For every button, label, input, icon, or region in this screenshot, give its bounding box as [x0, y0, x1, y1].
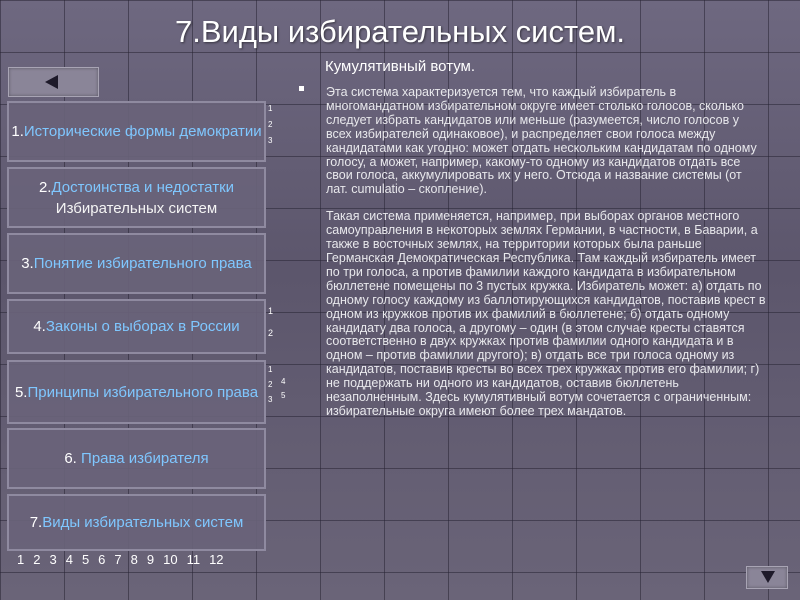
nav-item-label: 1.Исторические формы демократии	[11, 123, 262, 140]
forward-button[interactable]	[746, 566, 788, 589]
content-paragraph: Такая система применяется, например, при выборах органов местного самоуправления в некоторых землях Германии, в частности, в Баварии, а также в восточных землях, на территории которых была раньше Германская Демократическая Республика. Там каждый избиратель имеет по три голоса, а против фамилии каждого кандидата в избирательном бюллетене помещены по 3 пустых кружка. Избиратель может: а) отдать по одному голосу каждому из баллотирующихся кандидатов, поставив крест в одном из кружков против их фамилий в бюллетене; б) отдать одному кандидату два голоса, а другому – один (в этом случае кресты ставятся соответственно в двух кружках против фамилии одного кандидата и в одном – против фамилии другого); в) отдать все три голоса одному из кандидатов, поставив кресты во всех трех кружках против его фамилии; г) не поддержать ни одного из кандидатов, оставив бюллетень незаполненным. Здесь кумулятивный вотум сочетается с ограниченным: избирательные округа имеют более трех мандатов.	[326, 209, 766, 418]
nav-item-label: 3.Понятие избирательного права	[21, 255, 252, 272]
side-number[interactable]: 4	[281, 377, 286, 386]
page-link[interactable]: 8	[130, 552, 138, 567]
page-link[interactable]: 4	[65, 552, 73, 567]
side-number[interactable]: 2	[268, 120, 273, 129]
nav-item-3[interactable]	[7, 233, 266, 294]
slide-subtitle: Кумулятивный вотум.	[324, 58, 476, 75]
nav-item-5[interactable]	[7, 360, 266, 424]
nav-item-2[interactable]	[7, 167, 266, 228]
page-link[interactable]: 10	[163, 552, 178, 567]
nav-item-label: 5.Принципы избирательного права	[14, 383, 259, 401]
nav-item-label: 4.Законы о выборах в России	[33, 318, 240, 335]
nav-item-6[interactable]	[7, 428, 266, 489]
side-number[interactable]: 3	[268, 136, 273, 145]
side-number[interactable]: 2	[268, 380, 273, 389]
side-number[interactable]: 2	[268, 328, 274, 338]
nav-item-label: 6. Права избирателя	[64, 450, 209, 467]
nav-item-7[interactable]	[7, 494, 266, 551]
page-link[interactable]: 3	[49, 552, 57, 567]
nav-item-label: 2.Достоинства и недостатки Избирательных систем	[38, 178, 235, 217]
side-number[interactable]: 3	[268, 395, 273, 404]
page-link[interactable]: 9	[146, 552, 155, 567]
slide-title: 7.Виды избирательных систем.	[174, 14, 626, 49]
side-number[interactable]: 1	[268, 104, 273, 113]
page-numbers	[17, 552, 233, 567]
page-link[interactable]: 12	[209, 552, 224, 567]
content-paragraph: Эта система характеризуется тем, что каждый избиратель в многомандатном избирательном округе имеет столько голосов, сколько следует избрать кандидатов или меньше (разумеется, число голосов у всех избирателей одинаковое), и распределяет свои голоса между кандидатами как угодно: может отдать нескольким кандидатам по одному голосу, а может, например, какому-то одному из кандидатов отдать все свои голоса, аккумулировать их у него. Отсюда и название системы (от лат. cumulatio – скопление).	[326, 85, 757, 197]
back-arrow-icon	[45, 75, 58, 89]
side-number[interactable]: 1	[268, 306, 274, 316]
nav-item-label: 7.Виды избирательных систем	[29, 514, 244, 531]
bullet-icon	[299, 86, 304, 91]
back-button[interactable]	[8, 67, 99, 97]
nav-item-1[interactable]	[7, 101, 266, 162]
page-link[interactable]: 11	[186, 552, 201, 567]
page-link[interactable]: 7	[114, 552, 122, 567]
side-number[interactable]: 5	[281, 391, 286, 400]
page-link[interactable]: 2	[33, 552, 41, 567]
page-link[interactable]: 5	[81, 552, 90, 567]
content-text	[326, 86, 766, 419]
page-link[interactable]: 1	[17, 552, 25, 567]
side-number[interactable]: 1	[268, 365, 273, 374]
nav-item-4[interactable]	[7, 299, 266, 354]
down-arrow-icon	[761, 571, 775, 583]
page-link[interactable]: 6	[98, 552, 106, 567]
